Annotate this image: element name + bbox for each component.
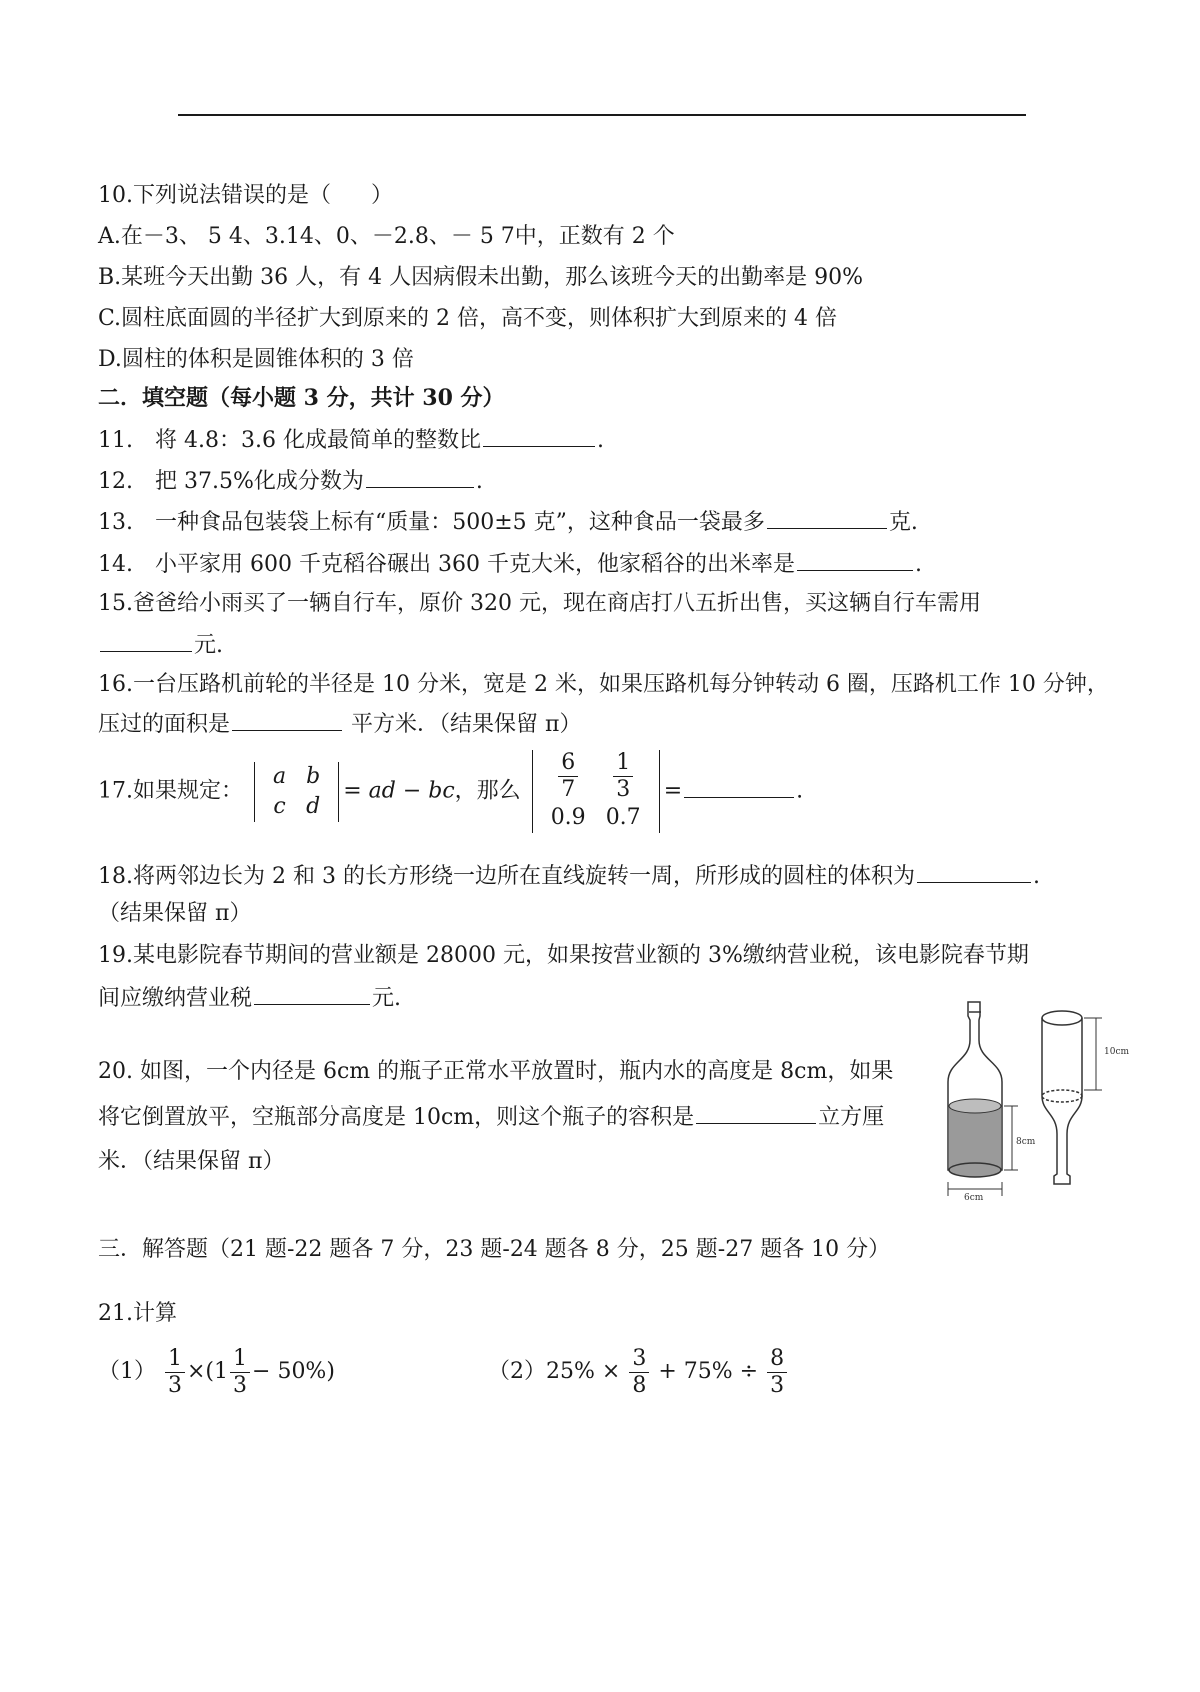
q13-answer-blank[interactable] [767, 506, 887, 529]
q19-end: 元. [372, 986, 402, 1011]
q10-stem-end: ） [371, 183, 394, 208]
q17-answer-blank[interactable] [684, 775, 794, 798]
frac-den: 3 [613, 776, 633, 803]
question-17 [98, 750, 803, 833]
determinant-definition [254, 762, 339, 822]
question-15-line-1: 15.爸爸给小雨买了一辆自行车，原价 320 元，现在商店打八五折出售，买这辆自行车需用 [98, 591, 981, 616]
question-20-line-3: 米．（结果保留 π） [98, 1149, 285, 1174]
question-18-line-2: （结果保留 π） [98, 901, 252, 926]
frac-den: 3 [165, 1372, 185, 1399]
fraction-1-3 [165, 1346, 185, 1399]
bottle-figure [946, 1000, 1146, 1200]
question-16-line-2 [98, 708, 581, 741]
fraction-1-3 [613, 750, 633, 803]
question-19-line-1: 19.某电影院春节期间的营业额是 28000 元，如果按营业额的 3%缴纳营业税，该电影院春节期 [98, 943, 1029, 968]
q17-mid: ，那么 [454, 778, 521, 804]
q16-end: 平方米．（结果保留 π） [344, 712, 582, 737]
question-19-line-2 [98, 982, 401, 1015]
q11-text: 11. 将 4.8：3.6 化成最简单的整数比 [98, 428, 481, 453]
q14-answer-blank[interactable] [797, 548, 913, 571]
section-2-heading: 二．填空题（每小题 3 分，共计 30 分） [98, 385, 505, 411]
fraction-8-3 [767, 1346, 787, 1399]
section-3-heading: 三．解答题（21 题-22 题各 7 分，23 题-24 题各 8 分，25 题-27 题各 10 分） [98, 1237, 891, 1262]
frac-num: 6 [561, 750, 576, 775]
frac-den: 8 [629, 1372, 649, 1399]
q21-p2-label: （2） [488, 1359, 546, 1384]
fraction-3-8 [629, 1346, 649, 1399]
q12-text: 12. 把 37.5%化成分数为 [98, 469, 364, 494]
q15-answer-blank[interactable] [100, 629, 192, 652]
fraction-6-7 [558, 750, 578, 803]
frac-num: 8 [770, 1345, 785, 1371]
question-10-option-b: B.某班今天出勤 36 人，有 4 人因病假未出勤，那么该班今天的出勤率是 90% [98, 265, 864, 290]
q10-stem-text: 10.下列说法错误的是（ [98, 183, 331, 208]
label-10cm: 10cm [1104, 1047, 1130, 1057]
q17-prefix: 17.如果规定： [98, 778, 243, 804]
det-c: c [273, 793, 286, 819]
q21-p1-end: − 50%) [252, 1359, 335, 1384]
label-8cm: 8cm [1016, 1137, 1036, 1147]
determinant-problem [532, 750, 660, 833]
frac-den: 3 [767, 1372, 787, 1399]
label-6cm: 6cm [964, 1193, 984, 1200]
q21-p1-label: （1） [98, 1359, 156, 1384]
q14-end: . [914, 552, 922, 577]
q19-text: 间应缴纳营业税 [98, 986, 253, 1011]
q12-end: . [475, 469, 483, 494]
question-15-line-2 [98, 629, 223, 662]
question-11 [98, 424, 604, 457]
question-14 [98, 548, 922, 581]
q15-end: 元. [194, 633, 223, 658]
question-21-part-1 [98, 1340, 335, 1404]
question-13 [98, 506, 918, 539]
q20-text: 将它倒置放平，空瓶部分高度是 10cm，则这个瓶子的容积是 [98, 1105, 695, 1130]
frac-den: 3 [230, 1372, 250, 1399]
frac-num: 3 [632, 1345, 647, 1371]
q18-answer-blank[interactable] [917, 860, 1031, 883]
frac-num: 1 [616, 750, 631, 775]
question-21-part-2 [488, 1340, 789, 1404]
frac-num: 1 [168, 1345, 182, 1371]
q21-p1-mid: ×(1 [187, 1359, 229, 1384]
determinant-rule: = ad − bc [343, 778, 455, 804]
q16-text: 压过的面积是 [98, 712, 231, 737]
q14-text: 14. 小平家用 600 千克稻谷碾出 360 千克大米，他家稻谷的出米率是 [98, 552, 795, 577]
question-10-option-d: D.圆柱的体积是圆锥体积的 3 倍 [98, 347, 414, 372]
q20-end: 立方厘 [818, 1105, 885, 1130]
frac-num: 1 [233, 1345, 248, 1371]
question-16-line-1: 16.一台压路机前轮的半径是 10 分米，宽是 2 米，如果压路机每分钟转动 6 圈，压路机工作 10 分钟， [98, 672, 1109, 697]
q11-answer-blank[interactable] [483, 424, 595, 447]
q21-p2-b: + 75% ÷ [658, 1359, 759, 1384]
q20-answer-blank[interactable] [696, 1101, 816, 1124]
question-12 [98, 465, 483, 498]
question-21-title: 21.计算 [98, 1301, 177, 1326]
q19-answer-blank[interactable] [254, 982, 370, 1005]
det-value-0-7: 0.7 [605, 805, 641, 830]
question-20-line-2 [98, 1101, 884, 1134]
fraction-1-3-mixed [230, 1346, 250, 1399]
q12-answer-blank[interactable] [366, 465, 474, 488]
det-a: a [273, 763, 287, 789]
q18-end: . [1032, 864, 1040, 889]
det-value-0-9: 0.9 [550, 805, 586, 830]
q18-text: 18.将两邻边长为 2 和 3 的长方形绕一边所在直线旋转一周，所形成的圆柱的体积为 [98, 864, 915, 889]
question-18-line-1 [98, 860, 1040, 893]
question-10-option-c: C.圆柱底面圆的半径扩大到原来的 2 倍，高不变，则体积扩大到原来的 4 倍 [98, 306, 838, 331]
question-10-stem [98, 180, 393, 212]
q11-end: . [596, 428, 604, 453]
det-b: b [306, 763, 321, 789]
q17-end: . [796, 778, 804, 804]
frac-den: 7 [558, 776, 578, 803]
q17-equals: = [663, 778, 683, 804]
question-10-option-a: A.在－3、 5 4、3.14、0、－2.8、－ 5 7中，正数有 2 个 [98, 224, 675, 249]
q21-p2-a: 25% × [546, 1359, 621, 1384]
question-20-line-1: 20. 如图，一个内径是 6cm 的瓶子正常水平放置时，瓶内水的高度是 8cm，如果 [98, 1059, 894, 1084]
header-rule [178, 114, 1026, 116]
det-d: d [306, 793, 321, 819]
q13-text: 13. 一种食品包装袋上标有“质量：500±5 克”，这种食品一袋最多 [98, 510, 765, 535]
q16-answer-blank[interactable] [232, 708, 342, 731]
q13-end: 克. [888, 510, 918, 535]
